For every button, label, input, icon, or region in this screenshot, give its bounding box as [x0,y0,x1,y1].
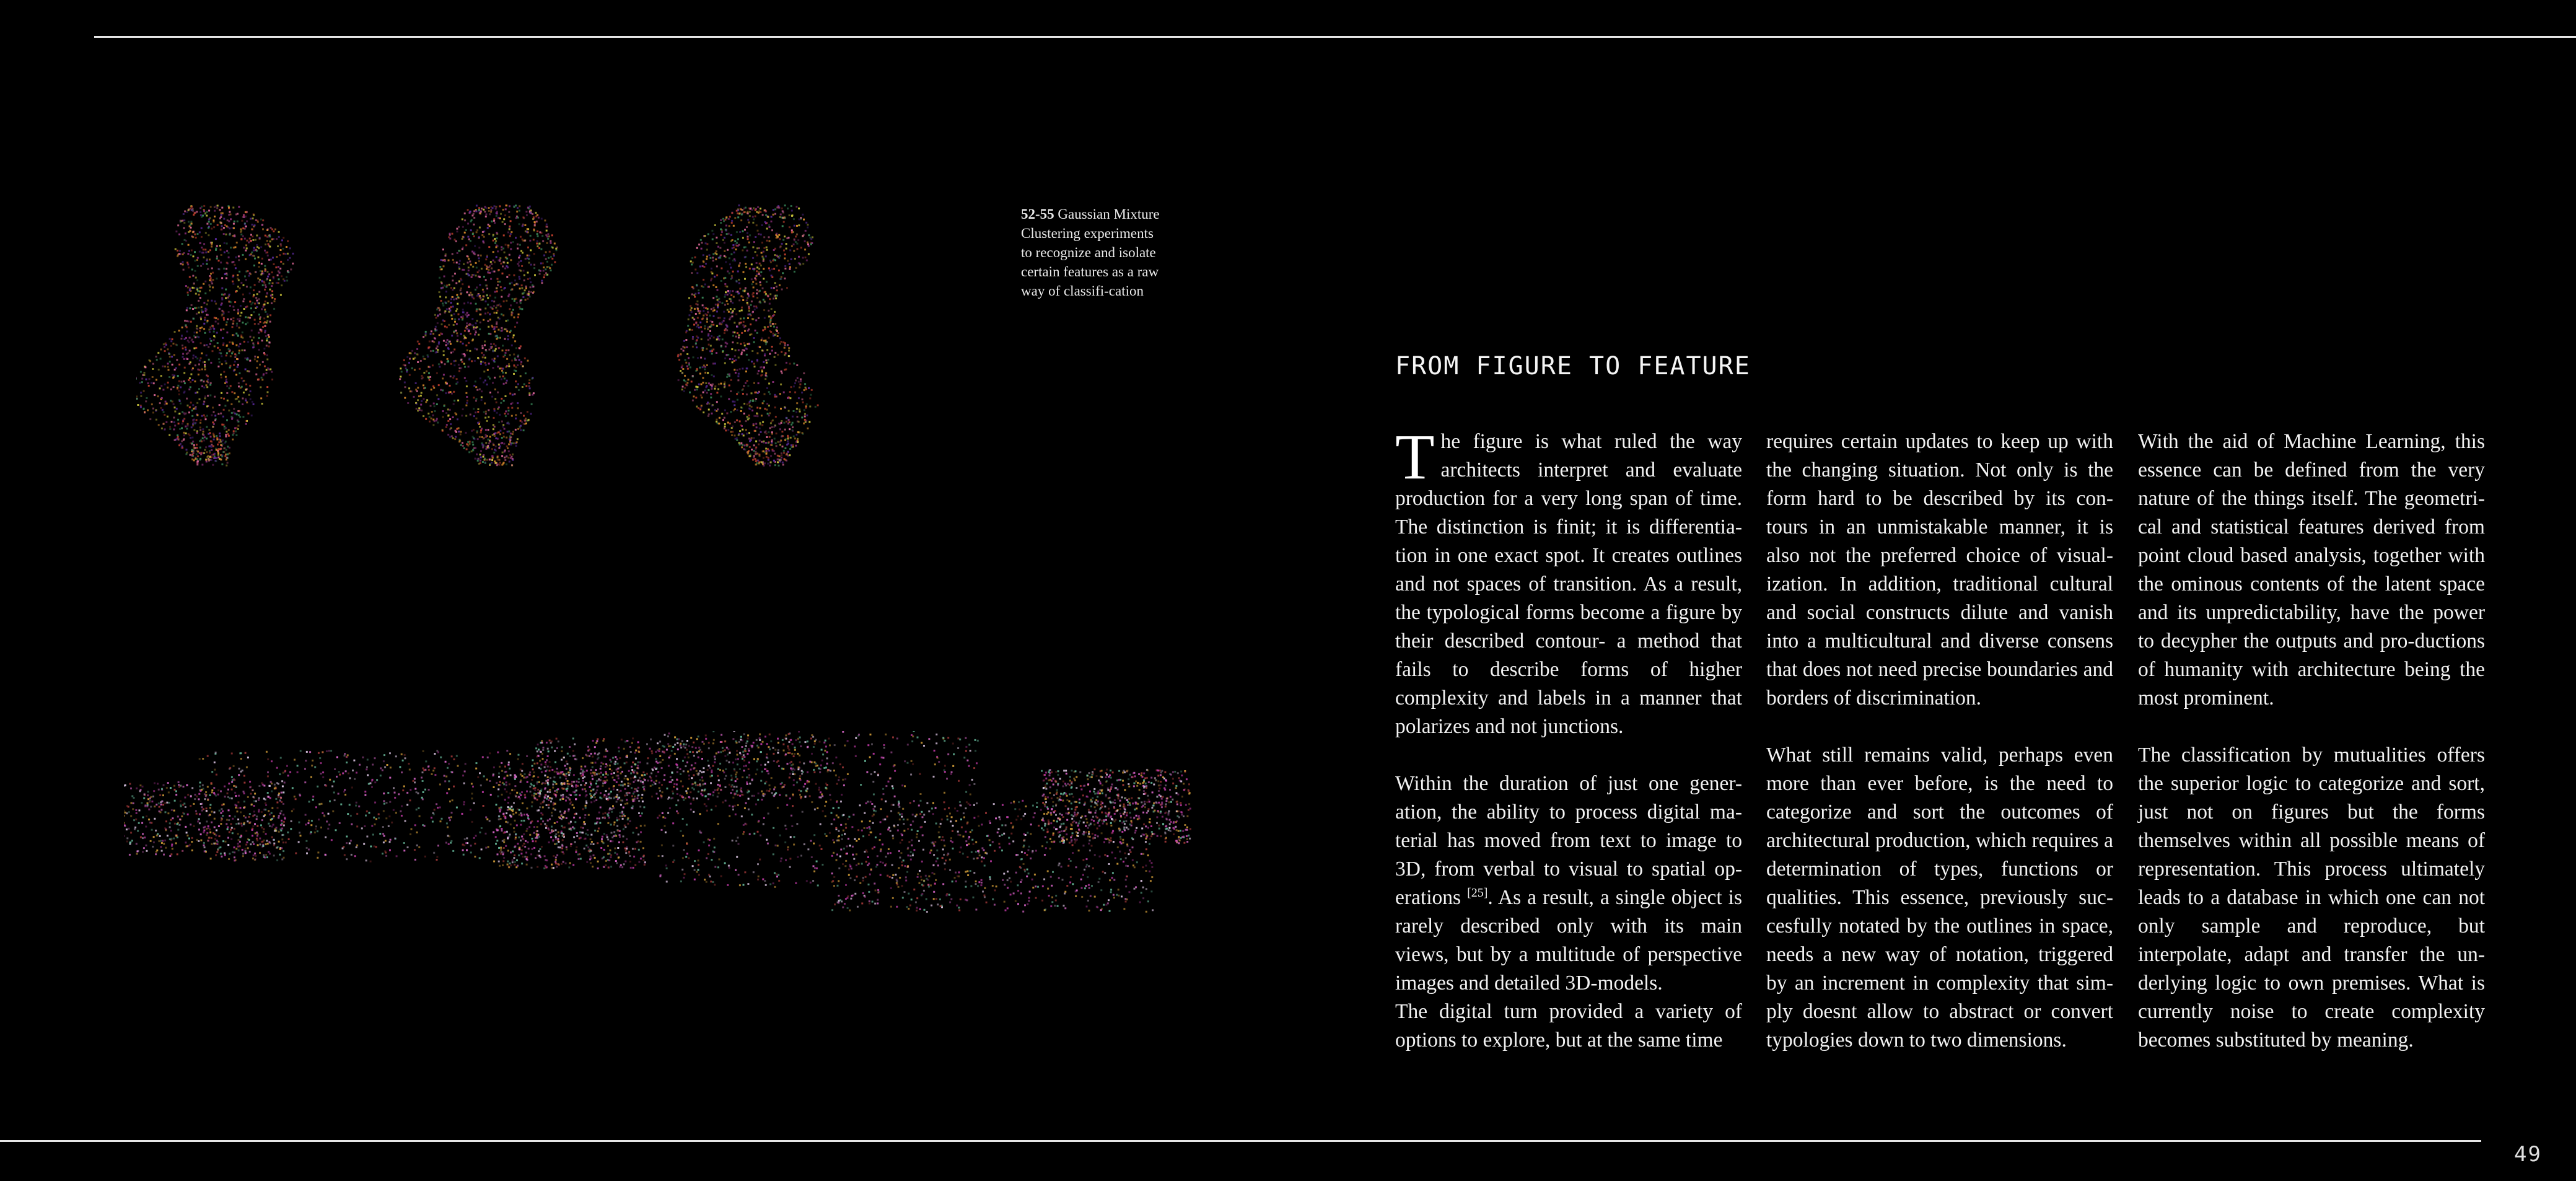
figure-caption [1021,204,1167,301]
text-column-2 [1766,428,2113,1083]
paragraph-text: Within the duration of just one gener-ation, the ability to process digital ma-terial has moved from text to image to 3D, from verbal to visual to spatial op-erations [1395,772,1742,909]
paragraph-text: he figure is what ruled the way architects interpret and evaluate production for a very long span of time. The distinction is finit; it is differentia-tion in one exact spot. It creates outlines and not spaces of transition. As a result, the typological forms become a figure by their described contour- a method that fails to describe forms of higher complexity and labels in a manner that polarizes and not junctions. [1395,430,1742,738]
gaussian-clustering-figures [136,192,855,483]
scan-cluster [124,781,287,857]
drop-cap: T [1395,421,1435,493]
top-rule [94,36,2576,38]
paragraph: requires certain updates to keep up with the changing situation. Not only is the form hard to be described by its con-tours in an unmistakable manner, it is also not the preferred choice of visual-ization. In addition, traditional cultural and social constructs dilute and vanish into a multicultural and diverse consens that does not need precise boundaries and borders of discrimination. [1766,430,2113,709]
bottom-rule [0,1140,2481,1142]
scan-cluster [831,800,1154,913]
caption-text: Gaussian Mixture Clustering experiments to recognize and isolate certain features as a raw way of classifi-cation [1021,206,1160,299]
paragraph-text: . As a result, a single object is rarely described only with its main views, but by a multitude of perspective images and detailed 3D-models. [1395,886,1742,994]
scan-cluster [496,768,646,869]
paragraph: With the aid of Machine Learning, this essence can be defined from the very nature of the things itself. The geometri-cal and statistical features derived from point cloud based analysis, together with the ominous contents of the latent space and its unpredictability, have the power to decypher the outputs and pro-ductions of humanity with architecture being the most prominent. [2138,430,2485,709]
paragraph [1395,770,1742,998]
point-cloud-scan-figure [124,731,1202,954]
paragraph [1395,421,1742,741]
page-number: 49 [2514,1142,2542,1167]
text-column-3 [2138,428,2485,1083]
paragraph: The digital turn provided a variety of options to explore, but at the same time [1395,1000,1742,1051]
scan-cluster [1041,768,1191,845]
cluster-figure [136,204,294,466]
reference-marker: [25] [1467,885,1488,900]
scan-cluster [533,737,831,801]
cluster-figure [399,204,558,466]
cluster-figure [677,204,819,467]
scan-cluster [198,750,572,863]
text-column-1 [1395,421,1742,1055]
section-heading: FROM FIGURE TO FEATURE [1395,352,1751,380]
paragraph: What still remains valid, perhaps even more than ever before, is the need to categorize and sort the outcomes of architectural production, which requires a determination of types, functions or qualities. This essence, previously suc-cesfully notated by the outlines in space, needs a new way of notation, triggered by an increment in complexity that sim-ply doesnt allow to abstract or convert typologies down to two dimensions. [1766,744,2113,1051]
scan-cluster [657,731,980,888]
paragraph: The classification by mutualities offers the superior logic to categorize and sort, just not on figures but the forms themselves within all possible means of representation. This process ultimately leads to a database in which one can not only sample and reproduce, but interpolate, adapt and transfer the un-derlying logic to own premises. What is currently noise to create complexity becomes substituted by meaning. [2138,744,2485,1051]
caption-ref: 52-55 [1021,206,1054,222]
